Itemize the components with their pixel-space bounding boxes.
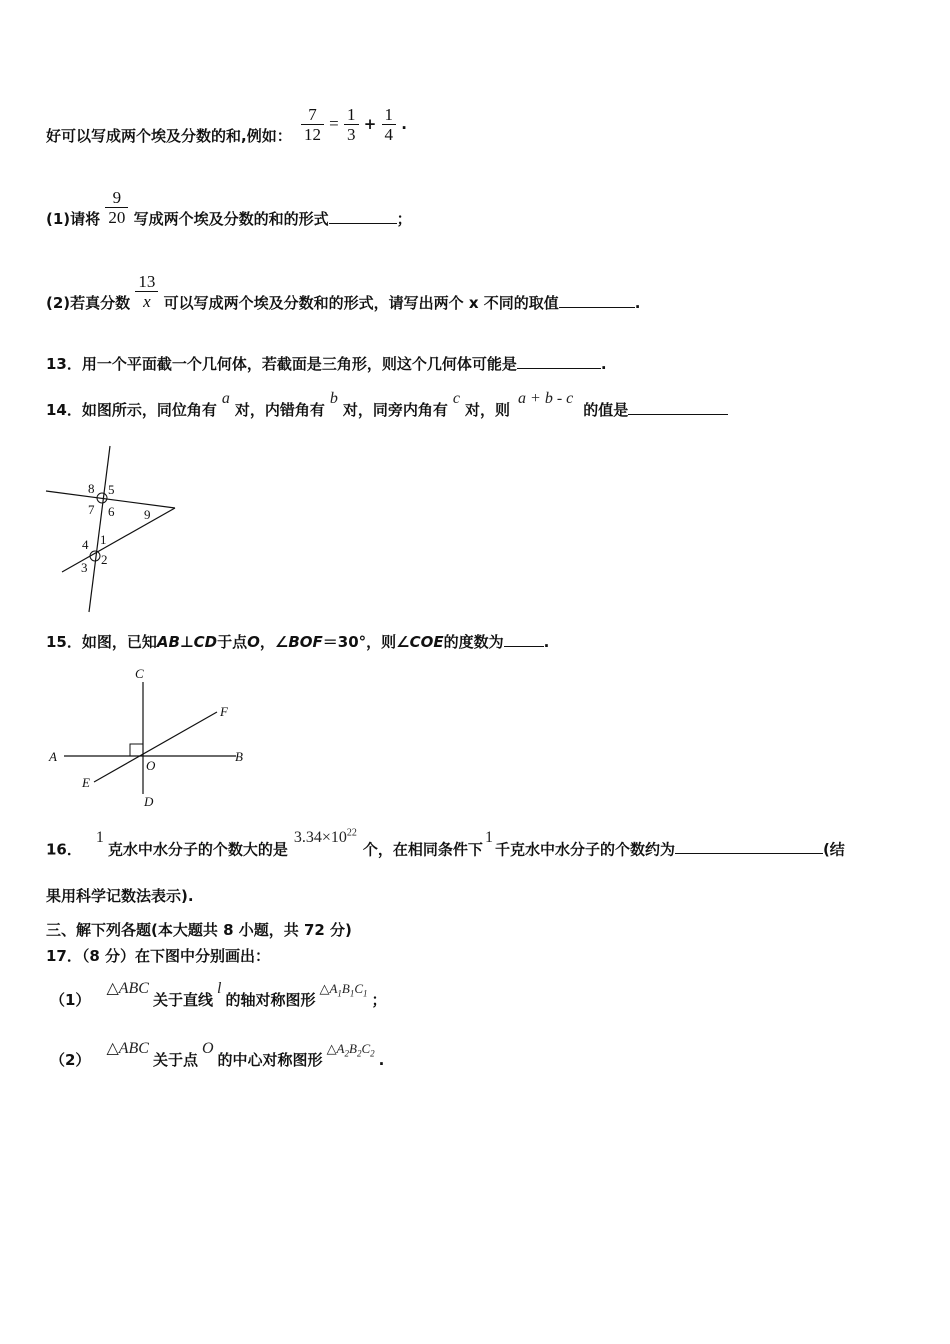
point-label-e: E [82,775,90,790]
triangle-a2b2c2: $\triangle A_2B_2C_2$ [326,1041,375,1059]
section-3-title: 三、解下列各题(本大题共 8 小题，共 72 分) [46,921,352,939]
perpendicular-figure [40,660,260,810]
point-label-b: B [235,749,243,764]
question-17-part-1: （1）△ABC关于直线l的轴对称图形$\triangle A_1B_1C_1$ ； [50,980,387,1009]
question-12-part-1: (1)请将 $\frac{9}{20}$ 写成两个埃及分数的和的形式 ； [46,188,412,228]
answer-blank[interactable] [675,839,823,854]
transversal-line [89,446,110,612]
answer-blank[interactable] [559,293,635,308]
point-label-d: D [144,794,154,809]
question-13: 13．用一个平面截一个几何体，若截面是三角形，则这个几何体可能是 . [46,355,607,373]
triangle-abc: △ABC [106,1040,149,1057]
fraction-7-12: $\frac{7}{12}$ [301,105,324,144]
lower-line [62,508,175,572]
variable-a: a [221,390,230,407]
point-label-f: F [220,704,228,719]
angle-figure [40,440,190,618]
point-label-c: C [135,666,144,681]
answer-blank[interactable] [329,209,397,224]
angle-label-5: 5 [108,482,115,497]
line-l: l [216,980,222,997]
answer-blank[interactable] [517,354,601,369]
angle-label-7: 7 [88,502,95,517]
intersection-mark-bottom [90,551,100,561]
point-o: O [201,1040,214,1057]
angle-label-8: 8 [88,481,95,496]
angle-label-9: 9 [144,507,151,522]
scientific-number: $3.34\times 10^{22}$ [293,828,357,847]
line-ef [94,712,217,782]
point-label-a: A [49,749,57,764]
question-17-part-2: （2）△ABC关于点O的中心对称图形$\triangle A_2B_2C_2$ . [50,1040,385,1069]
angle-label-6: 6 [108,504,115,519]
angle-label-1: 1 [100,532,107,547]
answer-blank[interactable] [628,400,728,415]
variable-b: b [329,390,338,407]
question-15: 15．如图，已知AB⊥CD于点O，∠BOF＝30°，则∠COE的度数为 . [46,633,550,651]
triangle-abc: △ABC [106,980,149,997]
expression-a-plus-b-minus-c: a + b - c [518,390,574,407]
question-16: 16．1克水中水分子的个数大的是$3.34\times 10^{22}$个，在相同条件下1千克水中水分子的个数约为 (结 [46,828,845,859]
number-one: 1 [484,829,493,847]
question-12-part-2: (2)若真分数 $\frac{13}{x}$ 可以写成两个埃及分数和的形式，请写出两个 x 不同的取值 . [46,272,641,312]
intro-line: 好可以写成两个埃及分数的和,例如： $\frac{7}{12}$ = $\frac{1}{3}$ + $\frac{1}{4}$ . [46,105,407,145]
intro-text: 好可以写成两个埃及分数的和,例如： [46,127,292,145]
question-14: 14．如图所示，同位角有a对，内错角有b对，同旁内角有c对，则a + b - c的值是 [46,400,728,421]
answer-blank[interactable] [504,632,544,647]
point-label-o: O [146,758,156,773]
fraction-1-4: $\frac{1}{4}$ [382,105,397,144]
right-angle-mark [130,744,143,756]
angle-label-3: 3 [81,560,88,575]
question-16-continued: 果用科学记数法表示). [46,887,194,905]
fraction-9-20: $\frac{9}{20}$ [105,188,128,227]
number-one: 1 [95,829,104,847]
angle-label-2: 2 [101,552,108,567]
question-17-header: 17．（8 分）在下图中分别画出： [46,947,271,965]
angle-label-4: 4 [82,537,89,552]
triangle-a1b1c1: $\triangle A_1B_1C_1$ [319,981,368,999]
fraction-1-3: $\frac{1}{3}$ [344,105,359,144]
fraction-13-x: $\frac{13}{x}$ [135,272,158,311]
variable-c: c [452,390,461,407]
